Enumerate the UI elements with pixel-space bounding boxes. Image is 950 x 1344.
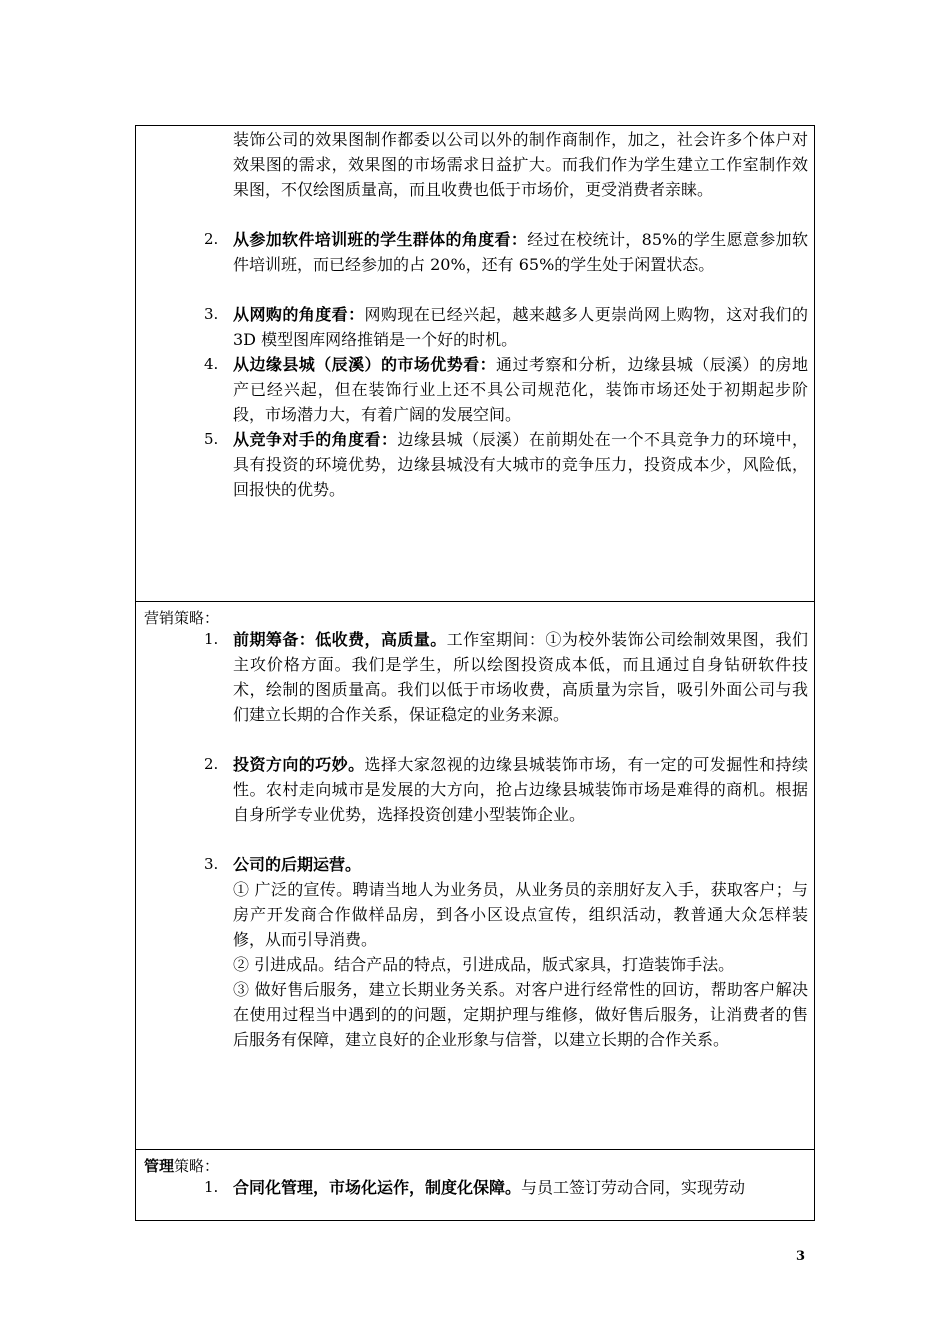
item-number: 3. — [204, 305, 219, 323]
item-text: 选择大家忽视的边缘县城装饰市场，有一定的可发掘性和持续性。农村走向城市是发展的大方向，抢占边缘县城装饰市场是难得的商机。根据自身所学专业优势，选择投资创建小型装饰企业。 — [233, 755, 808, 824]
item-body — [233, 627, 808, 727]
item-number: 1. — [204, 630, 219, 648]
item-text: 与员工签订劳动合同，实现劳动 — [521, 1178, 746, 1197]
item-title: 合同化管理，市场化运作，制度化保障。 — [233, 1178, 522, 1197]
item-title: 从竞争对手的角度看： — [233, 430, 398, 449]
item-subpoint-1: ① 广泛的宣传。聘请当地人为业务员，从业务员的亲朋好友入手，获取客户；与房产开发商合作做样品房，到各小区设点宣传，组织活动，教普通大众怎样装修，从而引导消费。 — [233, 880, 808, 949]
item-title: 投资方向的巧妙。 — [233, 755, 365, 774]
market-analysis-section — [136, 126, 814, 601]
item-number: 5. — [204, 430, 219, 448]
item-text: 经过在校统计，85%的学生愿意参加软件培训班，而已经参加的占 20%，还有 65%的学生处于闲置状态。 — [233, 230, 808, 274]
item-text: 网购现在已经兴起，越来越多人更崇尚网上购物，这对我们的 3D 模型图库网络推销是一个好的时机。 — [233, 305, 808, 349]
item-body — [233, 852, 808, 1052]
item-body — [233, 227, 808, 277]
item-subpoint-3: ③ 做好售后服务，建立长期业务关系。对客户进行经常性的回访，帮助客户解决在使用过程当中遇到的的问题，定期护理与维修，做好售后服务，让消费者的售后服务有保障，建立良好的企业形象与信誉，以建立长期的合作关系。 — [233, 980, 808, 1049]
page-number: 3 — [796, 1249, 806, 1264]
marketing-strategy-section — [136, 601, 814, 1149]
item-subpoint-2: ② 引进成品。结合产品的特点，引进成品，版式家具，打造装饰手法。 — [233, 955, 735, 974]
continued-paragraph — [233, 127, 808, 202]
management-strategy-section — [136, 1149, 814, 1221]
item-text: 通过考察和分析，边缘县城（辰溪）的房地产已经兴起，但在装饰行业上还不具公司规范化，装饰市场还处于初期起步阶段，市场潜力大，有着广阔的发展空间。 — [233, 355, 808, 424]
item-title: 公司的后期运营。 — [233, 855, 362, 874]
item-body — [233, 1175, 808, 1200]
management-heading — [144, 1156, 219, 1176]
continued-text: 装饰公司的效果图制作都委以公司以外的制作商制作，加之，社会许多个体户对效果图的需求，效果图的市场需求日益扩大。而我们作为学生建立工作室制作效果图，不仅绘图质量高，而且收费也低于市场价，更受消费者亲睐。 — [233, 130, 808, 199]
content-table — [135, 125, 815, 1221]
item-title: 从网购的角度看： — [233, 305, 365, 324]
item-number: 4. — [204, 355, 219, 373]
item-text: 工作室期间：①为校外装饰公司绘制效果图，我们主攻价格方面。我们是学生，所以绘图投资成本低，而且通过自身钻研软件技术，绘制的图质量高。我们以低于市场收费，高质量为宗旨，吸引外面公司与我们建立长期的合作关系，保证稳定的业务来源。 — [233, 630, 808, 724]
item-number: 2. — [204, 755, 219, 773]
management-heading-rest: 策略： — [174, 1157, 220, 1175]
item-body — [233, 427, 808, 502]
item-title: 从参加软件培训班的学生群体的角度看： — [233, 230, 528, 249]
item-number: 1. — [204, 1178, 219, 1196]
item-number: 2. — [204, 230, 219, 248]
management-heading-bold: 管理 — [144, 1157, 175, 1175]
item-body — [233, 752, 808, 827]
item-text: 边缘县城（辰溪）在前期处在一个不具竞争力的环境中，具有投资的环境优势，边缘县城没有大城市的竞争压力，投资成本少，风险低，回报快的优势。 — [233, 430, 808, 499]
item-number: 3. — [204, 855, 219, 873]
item-body — [233, 302, 808, 352]
item-body — [233, 352, 808, 427]
item-title: 前期筹备：低收费，高质量。 — [233, 630, 447, 649]
management-item-1 — [204, 1175, 810, 1205]
item-title: 从边缘县城（辰溪）的市场优势看： — [233, 355, 497, 374]
marketing-heading: 营销策略： — [144, 609, 220, 627]
